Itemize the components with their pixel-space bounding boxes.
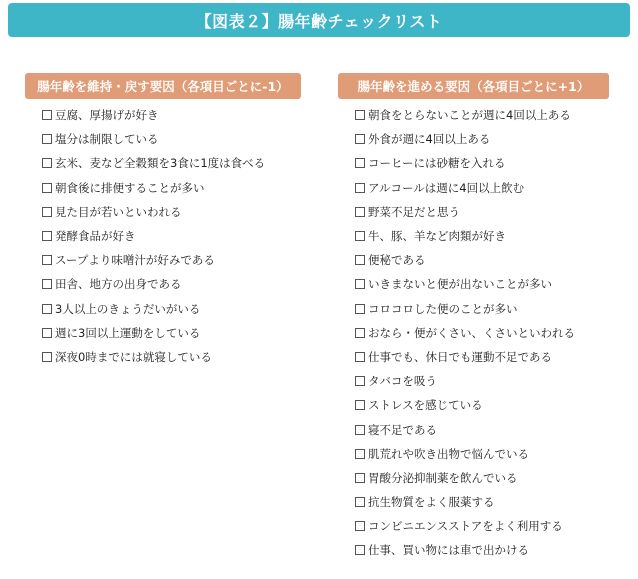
checklist-item-label: 抗生物質をよく服薬する — [368, 495, 495, 510]
checkbox-icon[interactable] — [355, 110, 365, 120]
checkbox-icon[interactable] — [355, 376, 365, 386]
checkbox-icon[interactable] — [42, 207, 52, 217]
checkbox-icon[interactable] — [42, 304, 52, 314]
checklist-item-label: スープより味噌汁が好みである — [55, 253, 215, 268]
checklist-item-label: おなら・便がくさい、くさいといわれる — [368, 325, 575, 340]
checklist-item — [355, 538, 575, 562]
checklist-item — [355, 417, 575, 441]
checkbox-icon[interactable] — [355, 473, 365, 483]
checklist-item-label: 便秘である — [368, 253, 426, 268]
checklist-item-label: 豆腐、厚揚げが好き — [55, 108, 159, 123]
checklist-item-label: 仕事でも、休日でも運動不足である — [368, 349, 552, 364]
checkbox-icon[interactable] — [355, 449, 365, 459]
checkbox-icon[interactable] — [355, 255, 365, 265]
checklist-item-label: 牛、豚、羊など肉類が好き — [368, 229, 506, 244]
checklist-item — [355, 103, 575, 127]
checkbox-icon[interactable] — [355, 207, 365, 217]
checklist-item-label: いきまないと便が出ないことが多い — [368, 277, 552, 292]
checklist-item-label: コンビニエンスストアをよく利用する — [368, 519, 563, 534]
right-checklist — [355, 103, 575, 563]
checkbox-icon[interactable] — [42, 110, 52, 120]
page-title: 【図表２】腸年齢チェックリスト — [195, 11, 443, 31]
checkbox-icon[interactable] — [355, 304, 365, 314]
checkbox-icon[interactable] — [355, 425, 365, 435]
checklist-item — [355, 442, 575, 466]
checklist-item — [42, 272, 265, 296]
checklist-item-label: 週に3回以上運動をしている — [55, 325, 201, 340]
right-column — [338, 73, 609, 558]
checkbox-icon[interactable] — [42, 158, 52, 168]
right-column-header: 腸年齢を進める要因（各項目ごとに+1） — [338, 73, 609, 99]
checklist-item — [355, 466, 575, 490]
checklist-item — [42, 321, 265, 345]
checklist-item-label: 3人以上のきょうだいがいる — [55, 301, 201, 316]
checklist-item-label: 発酵食品が好き — [55, 229, 136, 244]
checklist-item — [42, 200, 265, 224]
checkbox-icon[interactable] — [42, 134, 52, 144]
checklist-item-label: ストレスを感じている — [368, 398, 483, 413]
checkbox-icon[interactable] — [42, 231, 52, 241]
checklist-item-label: 朝食後に排便することが多い — [55, 180, 205, 195]
checklist-item — [355, 345, 575, 369]
checklist-item — [42, 345, 265, 369]
checklist-item-label: 見た目が若いといわれる — [55, 204, 182, 219]
checklist-item-label: 肌荒れや吹き出物で悩んでいる — [368, 446, 529, 461]
checklist-item — [355, 127, 575, 151]
checklist-item — [355, 514, 575, 538]
checklist-item — [42, 297, 265, 321]
checkbox-icon[interactable] — [355, 328, 365, 338]
checklist-item-label: 田舎、地方の出身である — [55, 277, 182, 292]
checkbox-icon[interactable] — [355, 134, 365, 144]
checklist-item-label: 寝不足である — [368, 422, 437, 437]
checkbox-icon[interactable] — [355, 352, 365, 362]
checklist-item — [355, 297, 575, 321]
checklist-item-label: 朝食をとらないことが週に4回以上ある — [368, 108, 571, 123]
checklist-item — [355, 176, 575, 200]
checklist-item-label: 深夜0時までには就寝している — [55, 349, 212, 364]
checkbox-icon[interactable] — [355, 231, 365, 241]
checkbox-icon[interactable] — [355, 545, 365, 555]
checklist-item-label: タバコを吸う — [368, 374, 437, 389]
checkbox-icon[interactable] — [355, 521, 365, 531]
checkbox-icon[interactable] — [42, 279, 52, 289]
checklist-item — [42, 248, 265, 272]
checklist-item — [42, 176, 265, 200]
checklist-item — [355, 393, 575, 417]
checkbox-icon[interactable] — [42, 255, 52, 265]
checklist-item — [42, 127, 265, 151]
checklist-item-label: 胃酸分泌抑制薬を飲んでいる — [368, 470, 518, 485]
checkbox-icon[interactable] — [355, 158, 365, 168]
checklist-item-label: コーヒーには砂糖を入れる — [368, 156, 506, 171]
left-checklist — [42, 103, 265, 369]
checkbox-icon[interactable] — [355, 497, 365, 507]
checklist-item — [355, 272, 575, 296]
checkbox-icon[interactable] — [355, 400, 365, 410]
checkbox-icon[interactable] — [42, 352, 52, 362]
checklist-item-label: 野菜不足だと思う — [368, 204, 460, 219]
checkbox-icon[interactable] — [355, 279, 365, 289]
left-column-header: 腸年齢を維持・戻す要因（各項目ごとに-1） — [25, 73, 301, 99]
checklist-item-label: コロコロした便のことが多い — [368, 301, 518, 316]
checkbox-icon[interactable] — [42, 183, 52, 193]
checklist-item-label: アルコールは週に4回以上飲む — [368, 180, 525, 195]
checklist-item — [355, 248, 575, 272]
checklist-item — [355, 200, 575, 224]
checklist-item-label: 外食が週に4回以上ある — [368, 132, 491, 147]
checklist-item — [42, 103, 265, 127]
checkbox-icon[interactable] — [42, 328, 52, 338]
checkbox-icon[interactable] — [355, 183, 365, 193]
checklist-item — [42, 151, 265, 175]
checklist-item — [355, 321, 575, 345]
checklist-item — [42, 224, 265, 248]
checklist-item-label: 塩分は制限している — [55, 132, 159, 147]
checklist-item — [355, 224, 575, 248]
title-banner — [8, 3, 630, 37]
checklist-item — [355, 151, 575, 175]
checklist-item-label: 玄米、麦など全穀類を3食に1度は食べる — [55, 156, 266, 171]
left-column — [25, 73, 301, 364]
checklist-item-label: 仕事、買い物には車で出かける — [368, 543, 529, 558]
checklist-item — [355, 490, 575, 514]
checklist-item — [355, 369, 575, 393]
